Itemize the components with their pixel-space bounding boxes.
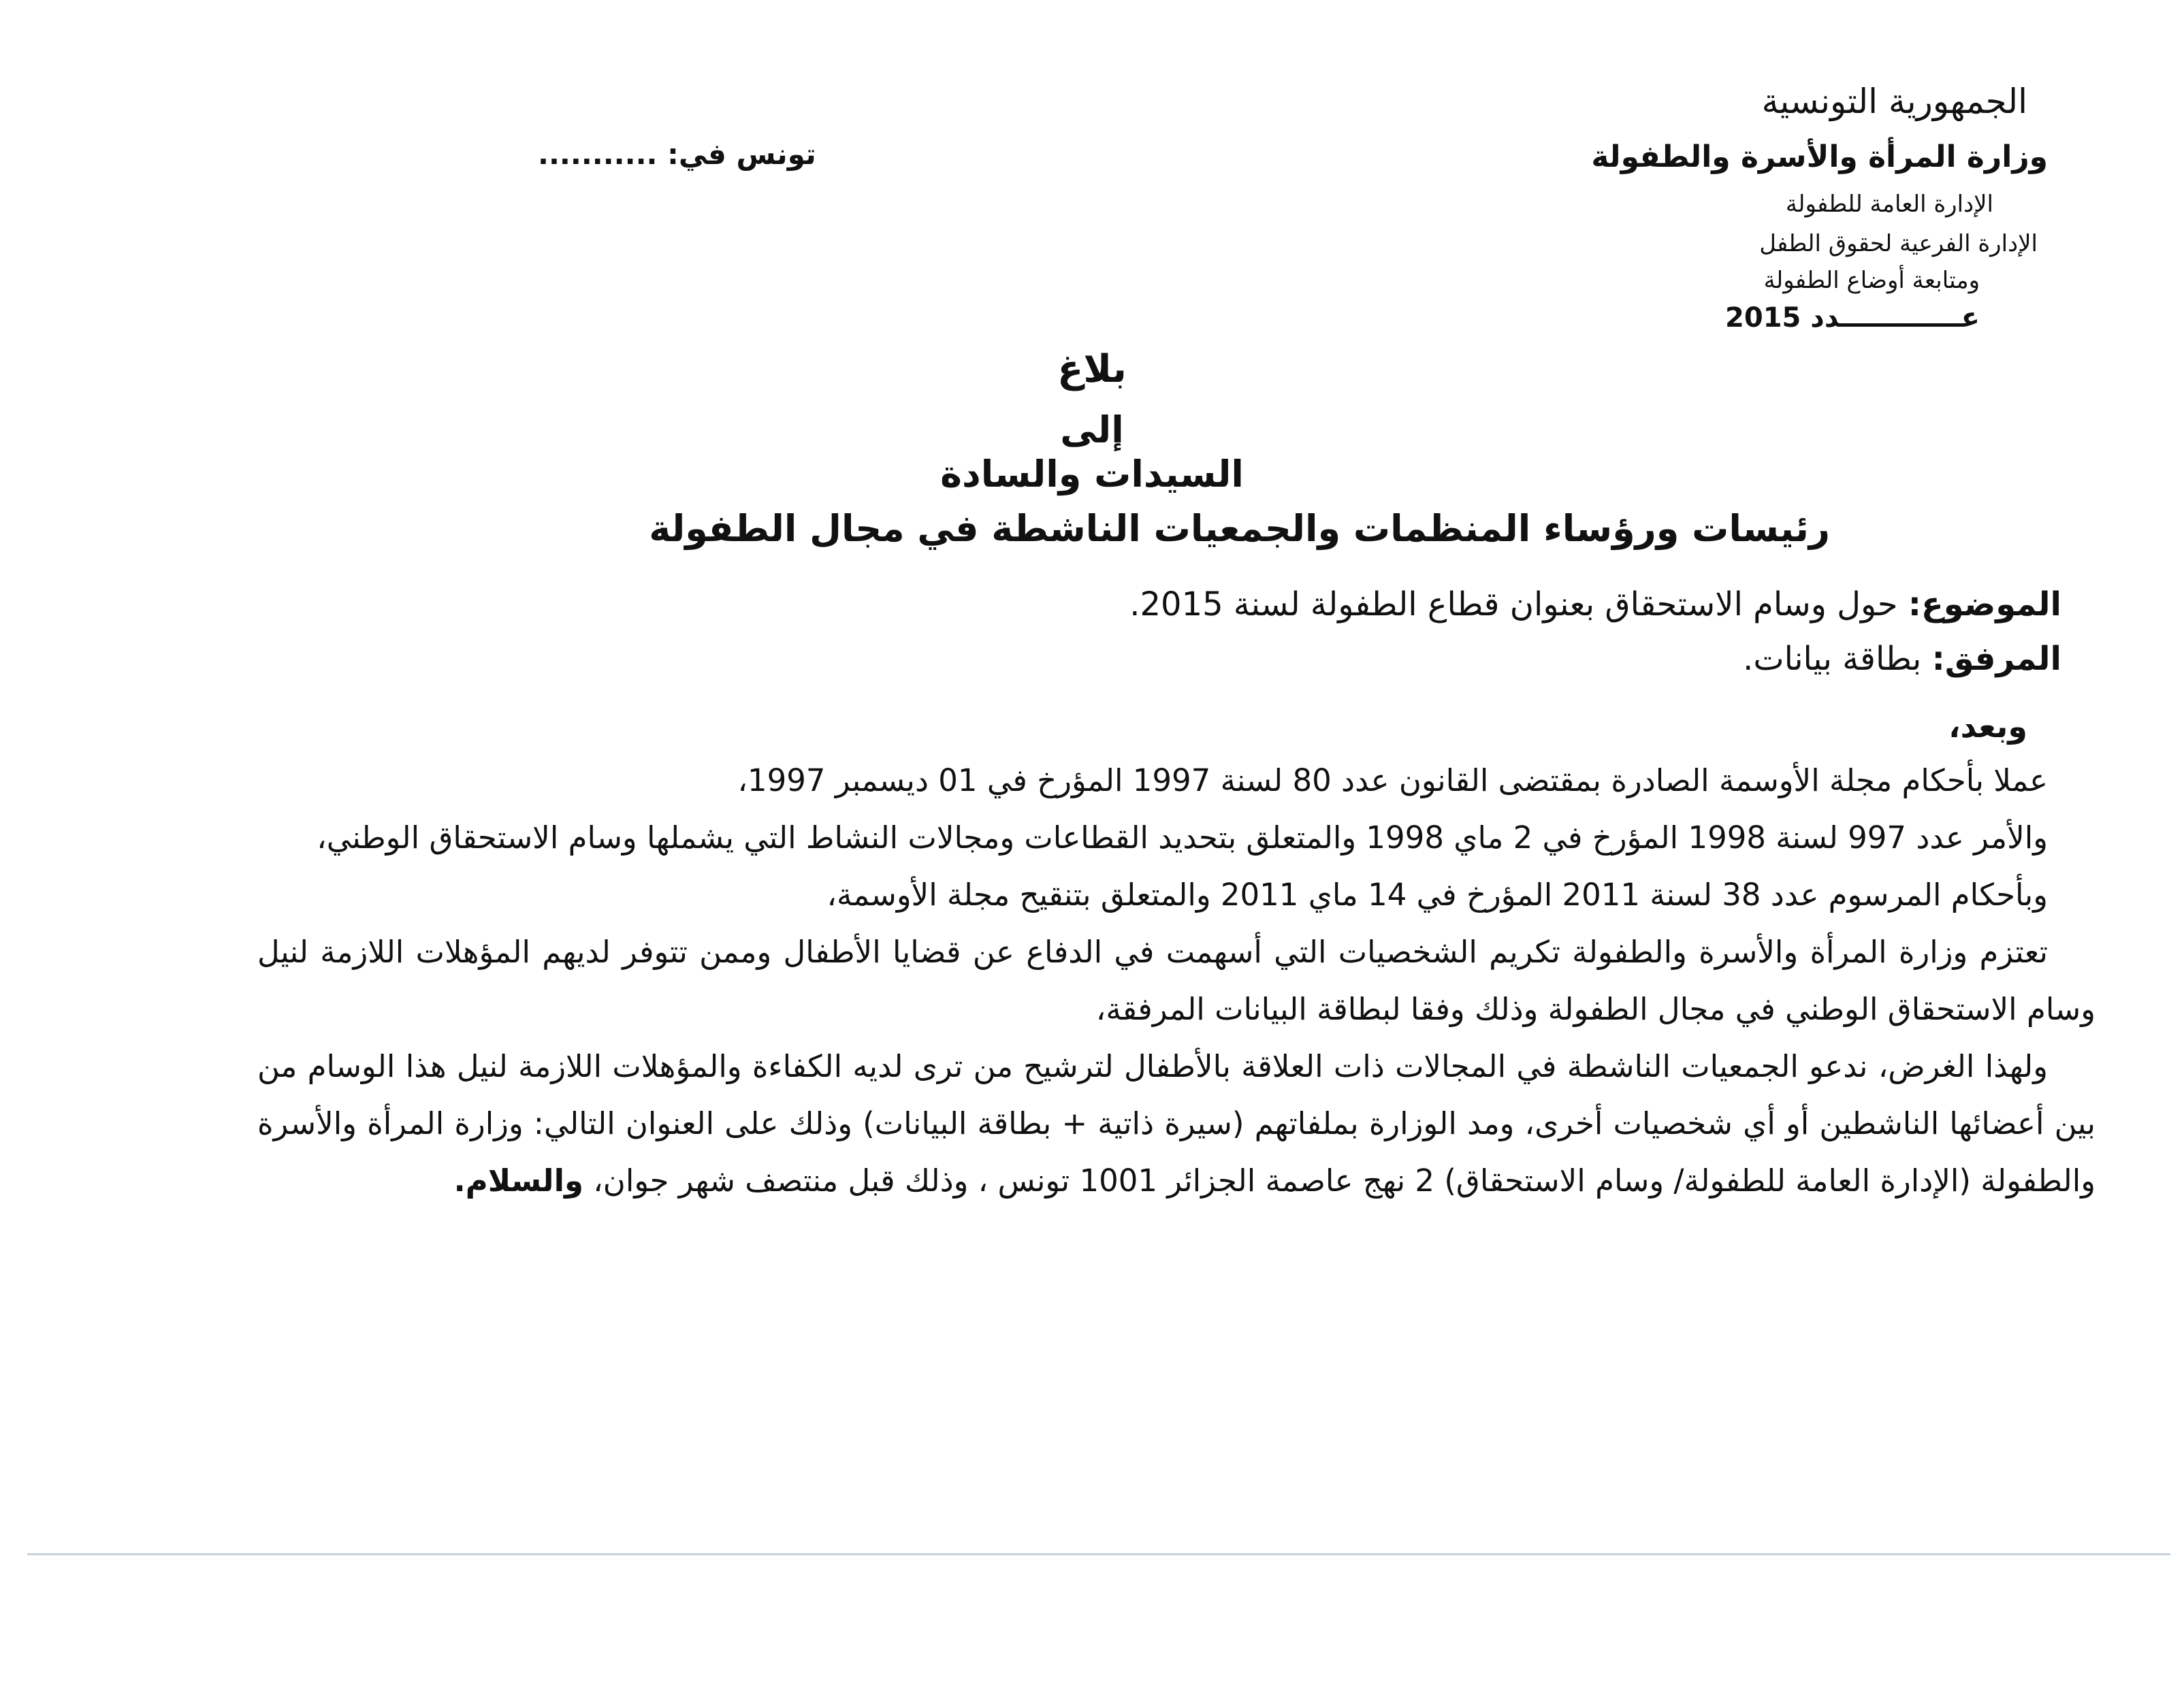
sub-directorate-line2: ومتابعة أوضاع الطفولة [1763, 267, 1980, 294]
paragraph-2: والأمر عدد 997 لسنة 1998 المؤرخ في 2 ماي 1998 والمتعلق بتحديد القطاعات ومجالات النشاط التي يشملها وسام الاستحقاق الوطني، [317, 819, 2048, 856]
paragraph-3: وبأحكام المرسوم عدد 38 لسنة 2011 المؤرخ في 14 ماي 2011 والمتعلق بتنقيح مجلة الأوسمة، [826, 877, 2048, 913]
reference-number-label: عـــــــــــــدد [1810, 302, 1980, 334]
reference-number [1725, 302, 1980, 334]
date-label: تونس في: [667, 137, 816, 171]
closing: والسلام. [453, 1163, 583, 1199]
date-dots: ........... [538, 137, 658, 171]
ministry-name: وزارة المرأة والأسرة والطفولة [1591, 140, 2048, 174]
reference-number-year: 2015 [1725, 302, 1801, 334]
paragraph-4: تعتزم وزارة المرأة والأسرة والطفولة تكريم الشخصيات التي أسهمت في الدفاع عن قضايا الأطفال وممن تتوفر لديهم المؤهلات اللازمة لنيل وسام الاستحقاق الوطني في مجال الطفولة وذلك وفقا لبطاقة البيانات المرفقة، [257, 934, 2095, 1027]
sub-directorate-line1: الإدارة الفرعية لحقوق الطفل [1759, 230, 2038, 257]
directorate-general: الإدارة العامة للطفولة [1785, 191, 1993, 218]
scan-edge-line [27, 1553, 2170, 1555]
paragraph-5 [257, 1038, 2095, 1210]
addressees-title: السيدات والسادة [940, 453, 1244, 496]
letter-body [257, 752, 2095, 1210]
date-line [538, 137, 816, 171]
notice-title: بلاغ [1057, 347, 1127, 391]
paragraph-5-text: ولهذا الغرض، ندعو الجمعيات الناشطة في المجالات ذات العلاقة بالأطفال لترشيح من ترى لديه الكفاءة والمؤهلات اللازمة لنيل هذا الوسام من بين أعضائها الناشطين أو أي شخصيات أخرى، ومد الوزارة بملفاتهم (سيرة ذاتية + بطاقة البيانات) وذلك على العنوان التالي: وزارة المرأة والأسرة والطفولة (الإدارة العامة للطفولة/ وسام الاستحقاق) 2 نهج عاصمة الجزائر 1001 تونس ، وذلك قبل منتصف شهر جوان، [257, 1048, 2095, 1199]
paragraph-1: عملا بأحكام مجلة الأوسمة الصادرة بمقتضى القانون عدد 80 لسنة 1997 المؤرخ في 01 ديسمبر 1997، [737, 762, 2048, 798]
greeting: وبعد، [1948, 708, 2027, 745]
subject-label: الموضوع: [1908, 585, 2061, 623]
attachment-text: بطاقة بيانات. [1743, 640, 1922, 678]
to-title: إلى [1060, 408, 1124, 451]
attachment-label: المرفق: [1931, 640, 2061, 678]
heads-title: رئيسات ورؤساء المنظمات والجمعيات الناشطة في مجال الطفولة [649, 507, 1830, 550]
subject-text: حول وسام الاستحقاق بعنوان قطاع الطفولة لسنة 2015. [1129, 585, 1898, 623]
republic-heading: الجمهورية التونسية [1761, 82, 2027, 121]
subject-line [1129, 585, 2061, 623]
attachment-line [1743, 640, 2061, 678]
